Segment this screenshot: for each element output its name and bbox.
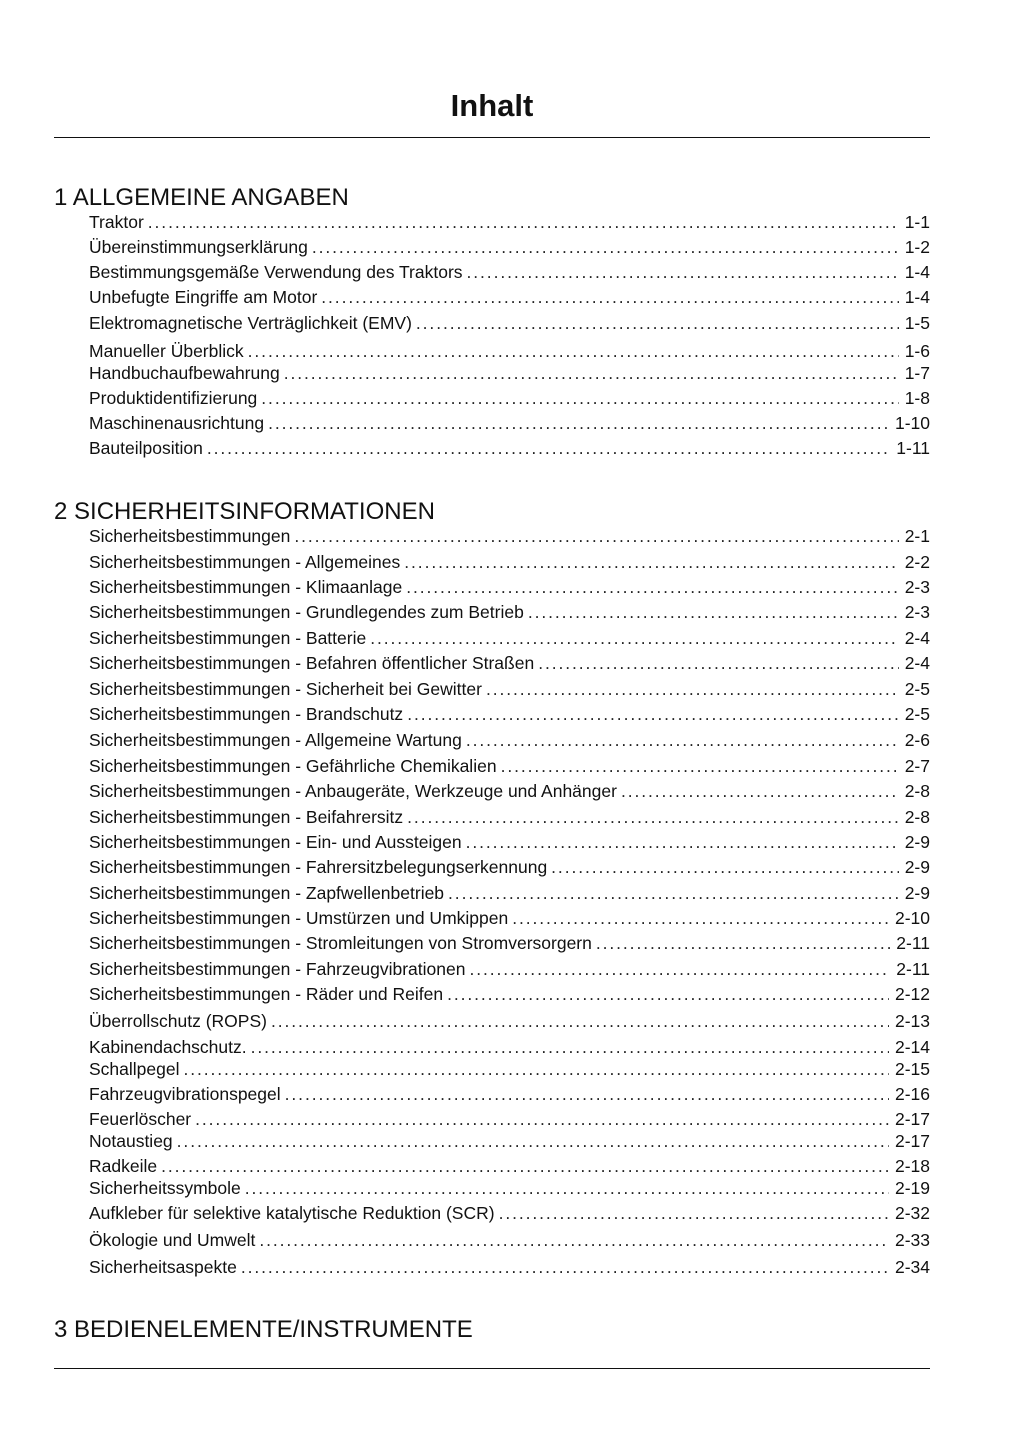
toc-entry[interactable] [89,1202,930,1224]
toc-entry[interactable] [89,1177,930,1199]
toc-entry-label: Radkeile [89,1156,158,1176]
toc-entry-page-number: 2-4 [904,628,930,648]
toc-entry-label: Übereinstimmungserklärung [89,237,308,257]
toc-entry-label: Fahrzeugvibrationspegel [89,1084,281,1104]
toc-entry[interactable] [89,312,930,334]
toc-entry-label: Traktor [89,212,144,232]
toc-entry-page-number: 2-8 [904,781,930,801]
toc-entry-label: Sicherheitsbestimmungen - Ein- und Aussteigen [89,832,462,852]
toc-entry-page-number: 1-6 [904,341,930,361]
toc-entry[interactable] [89,1010,930,1032]
toc-entry[interactable] [89,340,930,362]
dot-leader [499,1202,889,1224]
toc-entry-page-number: 1-5 [904,313,930,333]
toc-entry-page-number: 2-3 [904,602,930,622]
page-title: Inhalt [450,88,534,123]
toc-entry[interactable] [89,601,930,623]
toc-entry[interactable] [89,780,930,802]
toc-entry[interactable] [89,1108,930,1130]
toc-entry-page-number: 2-2 [904,552,930,572]
toc-entry-label: Maschinenausrichtung [89,413,265,433]
dot-leader [177,1130,889,1152]
toc-entry-label: Ökologie und Umwelt [89,1230,256,1250]
toc-entry-label: Sicherheitsbestimmungen - Zapfwellenbetrieb [89,883,445,903]
dot-leader [448,882,899,904]
toc-entry[interactable] [89,1155,930,1177]
toc-entry[interactable] [89,831,930,853]
toc-entry-label: Sicherheitsbestimmungen - Brandschutz [89,704,404,724]
dot-leader [469,958,890,980]
toc-entry[interactable] [89,236,930,258]
toc-entry-page-number: 1-7 [904,363,930,383]
toc-entry[interactable] [89,437,930,459]
toc-entry-page-number: 2-13 [894,1011,930,1031]
footer-divider [54,1368,930,1369]
dot-leader [466,831,899,853]
dot-leader [285,1083,889,1105]
toc-entry-page-number: 2-1 [904,526,930,546]
toc-entry[interactable] [89,1256,930,1278]
dot-leader [466,729,899,751]
toc-entry-page-number: 2-9 [904,832,930,852]
toc-entry-label: Überrollschutz (ROPS) [89,1011,267,1031]
toc-entry[interactable] [89,678,930,700]
dot-leader [284,362,899,384]
section-heading[interactable]: 3 BEDIENELEMENTE/INSTRUMENTE [54,1316,473,1343]
toc-entry[interactable] [89,576,930,598]
toc-entry[interactable] [89,907,930,929]
dot-leader [416,312,899,334]
toc-entry-page-number: 1-2 [904,237,930,257]
dot-leader [501,755,899,777]
toc-entry[interactable] [89,703,930,725]
toc-entry-page-number: 2-32 [894,1203,930,1223]
section-heading[interactable]: 2 SICHERHEITSINFORMATIONEN [54,498,435,525]
toc-entry-page-number: 2-7 [904,756,930,776]
toc-entry-page-number: 2-11 [896,933,930,953]
toc-entry-page-number: 2-8 [904,807,930,827]
toc-entry[interactable] [89,729,930,751]
toc-entry[interactable] [89,286,930,308]
toc-entry-page-number: 1-8 [904,388,930,408]
dot-leader [207,437,890,459]
dot-leader [183,1058,888,1080]
toc-entry-label: Sicherheitsbestimmungen - Räder und Reifen [89,984,444,1004]
toc-entry-page-number: 2-5 [904,679,930,699]
toc-entry[interactable] [89,551,930,573]
toc-entry-label: Aufkleber für selektive katalytische Reduktion (SCR) [89,1203,495,1223]
dot-leader [486,678,899,700]
toc-entry[interactable] [89,412,930,434]
toc-entry-label: Sicherheitsbestimmungen - Gefährliche Chemikalien [89,756,497,776]
toc-entry[interactable] [89,932,930,954]
dot-leader [621,780,899,802]
dot-leader [467,261,899,283]
toc-entry-page-number: 2-6 [904,730,930,750]
toc-entry[interactable] [89,882,930,904]
toc-entry[interactable] [89,261,930,283]
toc-entry-label: Sicherheitsbestimmungen - Befahren öffentlicher Straßen [89,653,535,673]
dot-leader [407,806,899,828]
toc-entry[interactable] [89,362,930,384]
dot-leader [404,551,898,573]
toc-entry-page-number: 2-10 [894,908,930,928]
dot-leader [407,703,899,725]
toc-entry[interactable] [89,627,930,649]
dot-leader [294,525,898,547]
toc-entry-page-number: 1-1 [904,212,930,232]
toc-entry-page-number: 2-33 [894,1230,930,1250]
toc-entry-page-number: 2-5 [904,704,930,724]
toc-entry-label: Schallpegel [89,1059,180,1079]
dot-leader [528,601,899,623]
toc-entry-label: Sicherheitsbestimmungen - Fahrzeugvibrationen [89,959,466,979]
dot-leader [148,211,899,233]
dot-leader [312,236,899,258]
dot-leader [406,576,898,598]
toc-entry[interactable] [89,806,930,828]
dot-leader [261,387,898,409]
dot-leader [538,652,899,674]
section-heading[interactable]: 1 ALLGEMEINE ANGABEN [54,184,349,211]
toc-entry-label: Sicherheitsbestimmungen - Allgemeines [89,552,401,572]
toc-entry[interactable] [89,652,930,674]
toc-entry-label: Sicherheitsbestimmungen - Anbaugeräte, Werkzeuge und Anhänger [89,781,617,801]
toc-entry-page-number: 2-17 [894,1109,930,1129]
toc-entry-label: Sicherheitssymbole [89,1178,241,1198]
toc-entry-label: Kabinendachschutz. [89,1037,247,1057]
toc-entry-page-number: 2-9 [904,883,930,903]
dot-leader [195,1108,889,1130]
toc-entry-label: Sicherheitsbestimmungen - Grundlegendes zum Betrieb [89,602,524,622]
dot-leader [251,1036,889,1058]
toc-entry-label: Sicherheitsbestimmungen - Beifahrersitz [89,807,404,827]
toc-entry-page-number: 2-17 [894,1131,930,1151]
toc-entry-page-number: 2-3 [904,577,930,597]
toc-entry-page-number: 1-10 [894,413,930,433]
dot-leader [248,340,899,362]
toc-entry[interactable] [89,755,930,777]
toc-entry-page-number: 1-4 [904,287,930,307]
toc-entry[interactable] [89,387,930,409]
toc-entry[interactable] [89,1130,930,1152]
dot-leader [596,932,890,954]
toc-entry-label: Sicherheitsbestimmungen - Batterie [89,628,367,648]
title-divider [54,137,930,138]
toc-entry-page-number: 2-4 [904,653,930,673]
toc-entry-label: Sicherheitsbestimmungen - Stromleitungen von Stromversorgern [89,933,592,953]
toc-entry-page-number: 2-15 [894,1059,930,1079]
dot-leader [321,286,898,308]
toc-entry[interactable] [89,958,930,980]
toc-entry[interactable] [89,1229,930,1251]
toc-entry[interactable] [89,856,930,878]
dot-leader [161,1155,889,1177]
toc-entry-label: Bestimmungsgemäße Verwendung des Traktors [89,262,463,282]
dot-leader [271,1010,889,1032]
toc-entry[interactable] [89,1058,930,1080]
toc-entry-label: Sicherheitsbestimmungen - Umstürzen und Umkippen [89,908,509,928]
dot-leader [370,627,898,649]
toc-entry-label: Unbefugte Eingriffe am Motor [89,287,318,307]
toc-entry-label: Sicherheitsbestimmungen - Sicherheit bei Gewitter [89,679,482,699]
toc-entry[interactable] [89,1036,930,1058]
toc-entry-page-number: 2-18 [894,1156,930,1176]
dot-leader [268,412,889,434]
toc-entry-page-number: 1-11 [896,438,930,458]
dot-leader [259,1229,889,1251]
toc-entry[interactable] [89,525,930,547]
toc-entry-page-number: 1-4 [904,262,930,282]
toc-entry-label: Feuerlöscher [89,1109,192,1129]
toc-entry[interactable] [89,211,930,233]
toc-entry-label: Elektromagnetische Verträglichkeit (EMV) [89,313,412,333]
toc-entry[interactable] [89,1083,930,1105]
toc-entry-page-number: 2-9 [904,857,930,877]
toc-entry[interactable] [89,983,930,1005]
dot-leader [241,1256,889,1278]
toc-entry-label: Produktidentifizierung [89,388,258,408]
dot-leader [551,856,899,878]
toc-entry-label: Notaustieg [89,1131,173,1151]
dot-leader [245,1177,889,1199]
dot-leader [512,907,889,929]
toc-entry-label: Handbuchaufbewahrung [89,363,280,383]
toc-entry-label: Manueller Überblick [89,341,244,361]
toc-entry-page-number: 2-11 [896,959,930,979]
toc-entry-label: Sicherheitsbestimmungen - Klimaanlage [89,577,403,597]
toc-entry-page-number: 2-19 [894,1178,930,1198]
toc-entry-label: Sicherheitsbestimmungen - Fahrersitzbelegungserkennung [89,857,548,877]
toc-entry-label: Sicherheitsbestimmungen - Allgemeine Wartung [89,730,462,750]
toc-entry-page-number: 2-14 [894,1037,930,1057]
toc-entry-page-number: 2-12 [894,984,930,1004]
toc-entry-page-number: 2-34 [894,1257,930,1277]
dot-leader [447,983,889,1005]
toc-entry-page-number: 2-16 [894,1084,930,1104]
toc-entry-label: Bauteilposition [89,438,203,458]
toc-entry-label: Sicherheitsaspekte [89,1257,237,1277]
toc-entry-label: Sicherheitsbestimmungen [89,526,291,546]
